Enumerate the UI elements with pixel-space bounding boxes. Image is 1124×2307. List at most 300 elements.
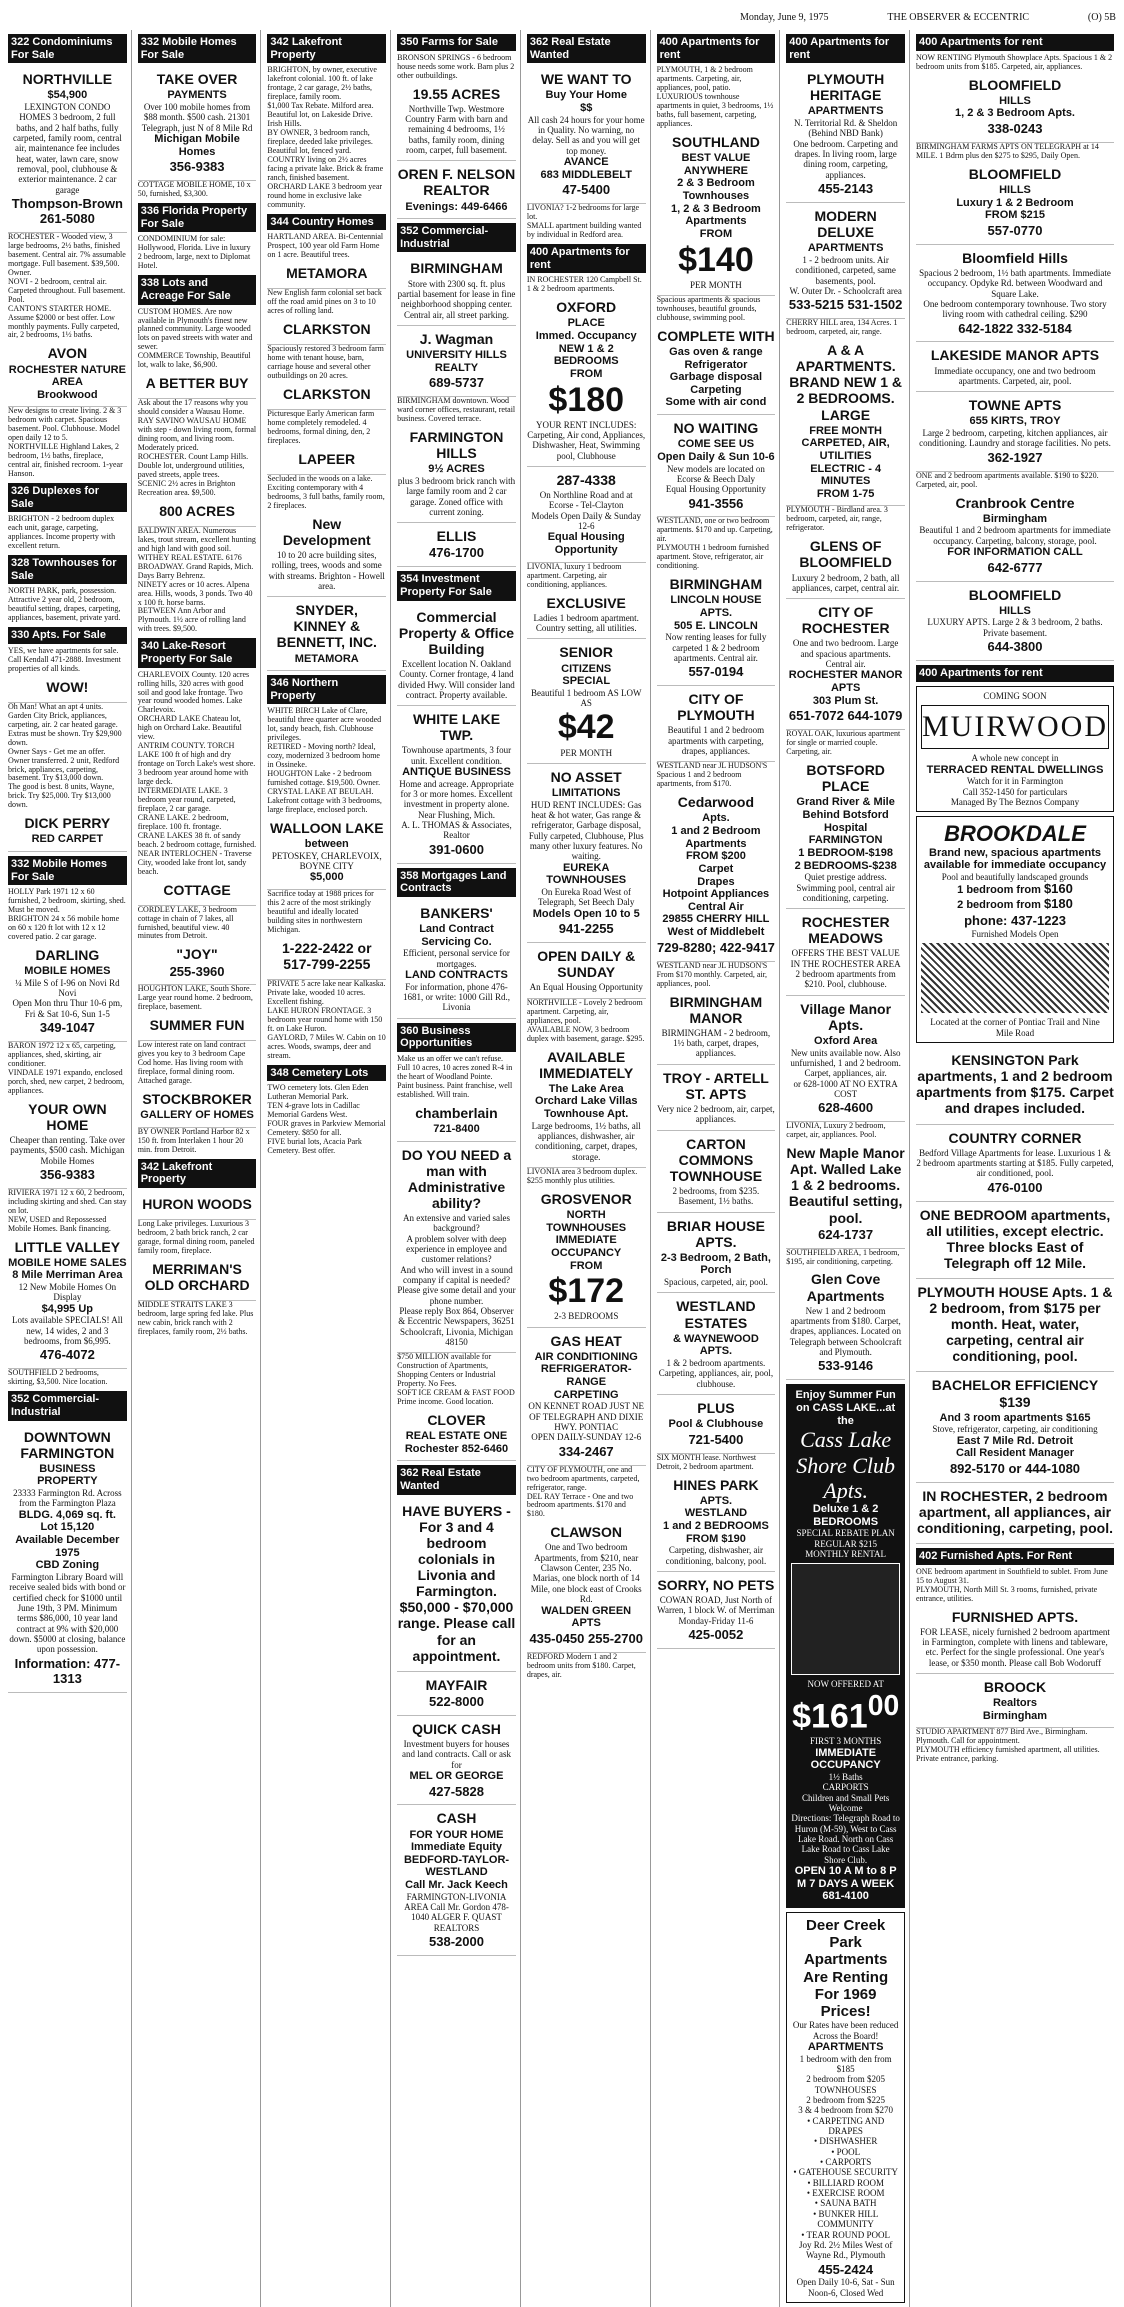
- ad-phone: 349-1047: [39, 1020, 95, 1036]
- ad-phone: 476-0100: [987, 1179, 1043, 1195]
- display-ad: [916, 582, 1114, 661]
- ad-line: LAND CONTRACTS: [405, 969, 508, 982]
- display-ad: [916, 392, 1114, 471]
- display-ad: [8, 66, 127, 233]
- ad-detail: Northville Twp. Westmore Country Farm with barn and remaining 4 bedrooms, 1½ baths, family room, dining room, carpet, full basement.: [405, 103, 508, 155]
- ad-line: ROCHESTER MANOR APTS: [788, 669, 903, 695]
- deer-rate: 1 bedroom with den from $185: [799, 2053, 892, 2075]
- ad-line: 12 New Mobile Homes On Display: [18, 1282, 117, 1303]
- ad-line: 655 KIRTS, TROY: [969, 415, 1061, 428]
- ad-line: Hotpoint Appliances: [662, 888, 770, 901]
- display-ad: [916, 1125, 1114, 1202]
- classified-listing: COMMERCE Township, Beautiful lot, walk to lake, $6,900.: [137, 351, 251, 370]
- ad-line: Michigan Mobile Homes: [154, 133, 240, 158]
- classified-listing: BY OWNER, 3 bedroom ranch, fireplace, deeded lake privileges. Beautiful lot, fenced yard.: [267, 127, 373, 155]
- cass-area-map: [791, 1563, 900, 1675]
- cass-children: Children and Small Pets Welcome: [802, 1792, 890, 1813]
- ad-line: SOUTHLAND: [671, 133, 760, 150]
- ad-line: BLDG. 4,069 sq. ft.: [18, 1508, 116, 1521]
- section-heading: 400 Apartments for rent: [657, 34, 776, 63]
- ad-line: PLACE: [567, 317, 605, 330]
- classified-listing: CRANE LAKES 38 ft. of sandy beach. 2 bedroom cottage, furnished.: [137, 830, 257, 849]
- ad-line: Carpeting: [690, 383, 742, 396]
- ad-line: BEDFORD-TAYLOR-WESTLAND: [403, 1853, 510, 1879]
- ad-line: 1 - 2 bedroom units. Air conditioned, carpeted, same basements, pool.: [795, 254, 896, 286]
- ad-line: West of Middlebelt: [667, 926, 765, 939]
- classified-listing: LIVONIA area 3 bedroom duplex. $255 monthly plus utilities.: [526, 1167, 638, 1185]
- ad-line: WALLOON LAKE: [270, 819, 384, 836]
- ad-line: N. Territorial Rd. & Sheldon (Behind NBD Bank): [794, 118, 898, 139]
- deer-amenity: • GATEHOUSE SECURITY: [793, 2167, 898, 2178]
- deer-amenity: • BUNKER HILL COMMUNITY: [813, 2208, 879, 2230]
- ad-line: OREN F. NELSON REALTOR: [397, 166, 516, 199]
- classified-listing: TEN 4-grave lots in Cadillac Memorial Gardens West.: [267, 1101, 360, 1119]
- deer-amenity: • EXERCISE ROOM: [806, 2188, 885, 2199]
- ad-line: BLOOMFIELD: [968, 76, 1062, 93]
- muirwood-watch: Watch for it in Farmington: [966, 776, 1064, 787]
- classified-listing: PLYMOUTH, 1 & 2 bedroom apartments. Carpeting, air, appliances, pool, patio.: [656, 65, 753, 93]
- ad-line: WESTLAND ESTATES: [676, 1298, 756, 1331]
- display-ad: [397, 326, 516, 397]
- ad-line: REFRIGERATOR-RANGE: [540, 1363, 632, 1389]
- ad-line: And who will invest in a sound company if capital is needed?: [400, 1264, 513, 1285]
- section-heading: 344 Country Homes: [267, 214, 386, 231]
- ad-line: BIRMINGHAM: [410, 260, 503, 277]
- classified-listing: BARON 1972 12 x 65, carpeting, appliances, shed, skirting, air conditioner.: [8, 1041, 116, 1068]
- ad-line: Call Resident Manager: [956, 1447, 1074, 1460]
- ad-line: Equal Housing Opportunity: [547, 531, 625, 557]
- muirwood-subtitle: TERRACED RENTAL DWELLINGS: [926, 763, 1104, 776]
- classified-listing: ORCHARD LAKE Chateau lot, high on Orchard Lake. Beautiful view.: [137, 714, 242, 742]
- ad-line: COME SEE US: [677, 438, 755, 451]
- ad-detail: Spacious, carpeted, air, pool.: [663, 1277, 768, 1288]
- ad-line: NO WAITING: [673, 420, 759, 437]
- ad-line: LUXURY APTS. Large 2 & 3 bedroom, 2 baths. Private basement.: [927, 617, 1103, 638]
- ad-line: $4,995 Up: [41, 1302, 94, 1315]
- ad-line: Refrigerator: [684, 358, 748, 371]
- classified-listing: CRANE LAKE. 2 bedroom, fireplace. 100 ft. frontage.: [137, 812, 229, 831]
- deer-amenity: • CARPETING AND DRAPES: [807, 2115, 885, 2137]
- cass-price-cents: 00: [867, 1689, 900, 1722]
- classified-listing: WHITE BIRCH Lake of Clare, beautiful three quarter acre wooded lot, sandy beach, fish. Clubhouse privileges.: [267, 706, 382, 743]
- section-heading: 342 Lakefront Property: [267, 34, 386, 63]
- ad-line: TAKE OVER: [156, 71, 238, 88]
- ad-detail: Quiet prestige address. Swimming pool, central air conditioning, carpeting.: [796, 872, 895, 903]
- brookdale-pool: Pool and beautifully landscaped grounds: [941, 871, 1089, 882]
- ad-phone: 651-7072 644-1079: [788, 708, 903, 724]
- classified-listing: PLYMOUTH - Birdland area. 3 bedroom, carpeted, air, range, refrigerator.: [786, 505, 888, 533]
- ad-line: NORTH: [566, 1209, 606, 1222]
- ad-line: An extensive and varied sales background?: [403, 1212, 510, 1234]
- ad-detail: PER MONTH: [560, 747, 613, 758]
- display-ad: [138, 1012, 257, 1041]
- classified-listing: FOUR graves in Parkview Memorial Cemetery. $850 for all.: [267, 1118, 386, 1137]
- display-ad: [8, 1234, 127, 1370]
- ad-line: 1, 2 & 3 Bedroom Apts.: [954, 107, 1075, 120]
- ad-line: Now renting leases for fully carpeted 1 & 2 bedroom apartments. Central air.: [665, 632, 767, 663]
- ad-line: WOW!: [46, 678, 89, 695]
- display-ad: [657, 789, 776, 961]
- ad-line: 287-4338: [556, 472, 616, 489]
- ad-line: New Development: [282, 515, 371, 548]
- classified-listing: CRYSTAL LAKE AT BEULAH. Lakefront cottage with 3 bedrooms, large fireplace, enclosed porch.: [267, 787, 382, 814]
- ad-line: FROM: [570, 1259, 603, 1272]
- ad-line: HURON WOODS: [142, 1196, 252, 1213]
- cass-first-months: FIRST 3 MONTHS: [809, 1736, 882, 1747]
- classified-listing: WESTLAND, one or two bedroom apartments. $170 and up. Carpeting, air.: [656, 516, 773, 544]
- section-heading: 358 Mortgages Land Contracts: [397, 868, 516, 897]
- ad-line: 683 MIDDLEBELT: [540, 168, 632, 181]
- ad-line: On Northline Road and at Ecorse - Tel-Clayton: [539, 490, 633, 511]
- classified-listing: REDFORD Modern 1 and 2 bedroom units from $180. Carpet, drapes, air.: [526, 1651, 636, 1679]
- ad-line: AVANCE: [563, 156, 609, 169]
- ad-line: APARTMENTS: [807, 105, 884, 118]
- ad-line: Drapes: [697, 875, 735, 888]
- cass-regular: REGULAR $215 MONTHLY RENTAL: [805, 1538, 887, 1560]
- classified-listing: SOFT ICE CREAM & FAST FOOD Prime income. Good location.: [397, 1388, 515, 1407]
- display-ad: [786, 203, 905, 319]
- ad-line: Evenings: 449-6466: [405, 200, 508, 213]
- ad-line: One bedroom. Carpeting and drapes. In living room, large dining room, carpeting, appliances.: [793, 138, 898, 180]
- ad-line: METAMORA: [294, 652, 359, 665]
- ad-price: $42: [557, 708, 615, 747]
- ad-line: TOWNHOUSES: [546, 1221, 627, 1234]
- display-ad: [916, 1372, 1114, 1482]
- ad-line: TOWNHOUSES: [546, 874, 627, 887]
- display-ad: [916, 245, 1114, 343]
- ad-line: NO ASSET: [550, 768, 622, 785]
- ad-line: Central Air: [688, 900, 744, 913]
- ad-price: $180: [548, 380, 625, 419]
- classified-listing: SCENIC 2½ acres in Brighton Recreation area. $9,500.: [137, 478, 236, 497]
- classified-listing: BY OWNER Portland Harbor 82 x 150 ft. from Interlaken 1 hour 20 min. from Detroit.: [137, 1126, 250, 1154]
- ad-line: & WAYNEWOOD APTS.: [673, 1332, 759, 1358]
- ad-line: Beautiful 1 and 2 bedroom apartments for immediate occupancy. Carpeting, balcony, storage, pool.: [919, 525, 1111, 546]
- ad-line: STOCKBROKER: [142, 1091, 252, 1108]
- section-heading: 400 Apartments for rent: [527, 244, 646, 273]
- ad-detail: OPEN DAILY-SUNDAY 12-6: [531, 1432, 642, 1443]
- classified-listing: RIVIERA 1971 12 x 60, 2 bedroom, including skirting and shed. Can stay on lot.: [8, 1187, 127, 1215]
- ad-detail: or 628-1000 AT NO EXTRA COST: [793, 1078, 898, 1099]
- ad-detail: PER MONTH: [690, 279, 742, 290]
- column-6: [655, 30, 781, 2307]
- classified-listing: Ask about the 17 reasons why you should consider a Wausau Home. RAY SAVINO WAUSAU HOME with step - down living room, formal dining room, and living room. Moderately priced.: [137, 398, 257, 453]
- column-3: [265, 30, 391, 2307]
- classified-listing: LIVONIA, Luxury 2 bedroom, carpet, air, appliances. Pool.: [786, 1121, 886, 1140]
- classified-listing: BIRMINGHAM downtown. Wood ward corner offices, restaurant, retail business. Covered terrace.: [397, 396, 516, 424]
- display-ad: [916, 1604, 1114, 1674]
- ad-line: FOR INFORMATION CALL: [947, 545, 1083, 558]
- classified-listing: ANTRIM COUNTY. TORCH LAKE 100 ft of high and dry frontage on Torch Lake's west shore. 3 bedroom year around home with large deck.: [137, 741, 256, 787]
- ad-line: HUD RENT INCLUDES: Gas heat & hot water, Gas range & refrigerator, Garbage disposal, Fully carpeted, Clubhouse, Plus many other luxury features. No waiting.: [528, 799, 644, 862]
- ad-line: Home and acreage. Appropriate for 3 or more homes. Excellent investment in property alone. Near Flushing, Mich.: [399, 778, 514, 820]
- section-heading: 322 Condominiums For Sale: [8, 34, 127, 63]
- ad-phone: 533-5215 531-1502: [788, 297, 903, 313]
- ad-line: Lot 15,120: [40, 1521, 95, 1534]
- ad-detail: Monday-Friday 11-6: [678, 1615, 754, 1626]
- classified-listing: CHARLEVOIX County. 120 acres rolling hills, 320 acres with good soil and good lake frontage. Two year round wooded homes. Lake Charlevoix.: [137, 669, 250, 715]
- ad-line: Village Manor Apts.: [800, 1000, 892, 1033]
- ad-line: FOR YOUR HOME: [409, 1828, 504, 1841]
- ad-line: FROM: [699, 227, 733, 240]
- ad-line: Over 100 mobile homes from $88 month. $500 cash. 21301 Telegraph, just N of 8 Mile Rd: [141, 102, 253, 133]
- ad-detail: 2-3 BEDROOMS: [554, 1311, 619, 1322]
- ad-line: Immed. Occupancy: [535, 329, 637, 342]
- section-heading: 342 Lakefront Property: [138, 1159, 257, 1188]
- ad-phone: 435-0450 255-2700: [529, 1630, 643, 1646]
- page-number: (O) 5B: [1087, 11, 1116, 23]
- ad-line: CLARKSTON: [282, 385, 371, 402]
- ad-line: PAYMENTS: [167, 89, 227, 102]
- section-heading: 346 Northern Property: [267, 675, 386, 704]
- classified-listing: STUDIO APARTMENT 877 Bird Ave., Birmingham. Plymouth. Call for appointment.: [916, 1727, 1088, 1746]
- display-ad: [786, 1140, 905, 1248]
- ad-detail: Equal Housing Opportunity: [665, 484, 766, 495]
- ad-line: Buy Your Home: [545, 89, 627, 102]
- section-heading: 326 Duplexes for Sale: [8, 483, 127, 512]
- muirwood-ad: [916, 686, 1114, 813]
- deer-apartments-label: APARTMENTS: [807, 2041, 884, 2054]
- classified-listing: Secluded in the woods on a lake. Exciting contemporary with 4 bedrooms, 3 full baths, family room, 2 fireplaces.: [267, 473, 385, 510]
- ad-line: Grand River & Mile: [796, 796, 895, 809]
- display-ad: [8, 942, 127, 1042]
- ad-line: CLOVER: [427, 1412, 486, 1429]
- section-heading: 332 Mobile Homes For Sale: [138, 34, 257, 63]
- ad-line: Excellent location N. Oakland County. Corner frontage, 4 land divided Hwy. Will consider land contract. Property available.: [398, 658, 515, 700]
- ad-line: 800 ACRES: [159, 502, 235, 519]
- classified-listing: ONE and 2 bedroom apartments available. $190 to $220. Carpeted, air, pool.: [916, 470, 1099, 489]
- ad-line: "JOY": [176, 946, 218, 963]
- display-ad: [397, 1672, 516, 1716]
- classified-listing: FIVE burial lots, Acacia Park Cemetery. Best offer.: [267, 1136, 362, 1155]
- ad-line: New models are located on Ecorse & Beech Daly: [666, 463, 765, 484]
- ad-line: DARLING: [35, 947, 100, 964]
- ad-line: BUSINESS PROPERTY: [37, 1462, 98, 1488]
- ad-line: GLENS OF BLOOMFIELD: [799, 538, 892, 571]
- ad-line: BLOOMFIELD: [968, 165, 1062, 182]
- ad-line: EXCLUSIVE: [546, 594, 626, 611]
- ad-line: SUMMER FUN: [149, 1017, 245, 1034]
- ad-phone: 47-5400: [562, 182, 611, 198]
- ad-phone: 689-5737: [429, 375, 484, 391]
- ad-phone: 941-2255: [558, 921, 614, 937]
- classified-listing: BRONSON SPRINGS - 6 bedroom house needs some work. Barn plus 2 other outbuildings.: [397, 52, 515, 80]
- classified-listing: CONDOMINIUM for sale: Hollywood, Florida. Live in luxury 2 bedroom, large, next to Diplomat Hotel.: [137, 234, 251, 271]
- ad-line: 23333 Farmington Rd. Across from the Farmington Plaza: [13, 1488, 122, 1509]
- classified-listing: LIVONIA, luxury 1 bedroom apartment. Carpeting, air conditioning, appliances.: [526, 561, 622, 589]
- ad-line: 303 Plum St.: [812, 694, 879, 707]
- brookdale-one-bedroom: [921, 882, 1109, 897]
- display-ad: [397, 161, 516, 219]
- classified-listing: $750 MILLION available for Construction of Apartments, Shopping Centers or Industrial Property. No Fees.: [397, 1352, 496, 1389]
- ad-line: Carpet: [698, 862, 734, 875]
- ad-line: PLUS: [697, 1399, 735, 1416]
- display-ad: [397, 604, 516, 707]
- section-heading: 350 Farms for Sale: [397, 34, 516, 51]
- ad-line: Please reply Box 864, Observer & Eccentric Newspapers, 36251 Schoolcraft, Livonia, Michigan 48150: [398, 1306, 515, 1348]
- two-bedroom-label: 2 bedroom from: [957, 899, 1044, 912]
- ad-line: Open Daily & Sun 10-6: [657, 450, 775, 463]
- ad-line: TOWNE APTS: [968, 397, 1062, 414]
- cass-carports: CARPORTS: [822, 1782, 869, 1793]
- classified-listing: $1,000 Tax Rebate. Milford area. Beautiful lot, on Lakeside Drive. Irish Hills.: [267, 101, 374, 128]
- classified-page: [6, 30, 1118, 2298]
- ad-line: $5,000: [309, 871, 344, 884]
- ad-line: BLOOMFIELD: [968, 586, 1062, 603]
- classified-listing: COUNTRY living on 2½ acres facing a private lake. Brick & frame ranch, finished basement.: [267, 154, 384, 182]
- column-5: [525, 30, 651, 2307]
- ad-detail: Very nice 2 bedroom, air, carpet, appliances.: [657, 1103, 775, 1125]
- deer-rate: 2 bedroom from $205: [806, 2074, 886, 2085]
- ad-line: Available December 1975: [15, 1534, 120, 1559]
- ad-line: GAS HEAT: [550, 1332, 622, 1349]
- ad-phone: 644-3800: [987, 638, 1043, 654]
- classified-listing: INTERMEDIATE LAKE. 3 bedroom year round, carpeted, fireplace, 2 car garage.: [137, 786, 236, 813]
- classified-listing: CANTON'S STARTER HOME. Assume $2000 or best offer. Low monthly payments. Fully carpeted, air, 2 bedrooms, 1½ baths.: [8, 303, 120, 340]
- ad-phone: 255-3960: [169, 963, 225, 979]
- ad-line: BACHELOR EFFICIENCY $139: [931, 1377, 1099, 1410]
- cass-baths: 1½ Baths: [828, 1771, 863, 1782]
- ad-line: 2-3 Bedroom, 2 Bath, Porch: [660, 1251, 771, 1277]
- classified-listing: NORTHVILLE Highland Lakes, 2 bedroom, 1½ baths, fireplace, central air, finished recroom. 1-year Hanson.: [8, 442, 123, 479]
- display-ad: [916, 1483, 1114, 1544]
- deer-hours: Open Daily 10-6, Sat - Sun Noon-6, Closed Wed: [796, 2277, 895, 2298]
- section-heading: 362 Real Estate Wanted: [527, 34, 646, 63]
- ad-line: 1, 2 & 3 Bedroom Apartments: [670, 202, 761, 228]
- ad-line: SPECIAL: [562, 675, 611, 688]
- display-ad: [267, 815, 386, 890]
- ad-phone: 522-8000: [429, 1693, 484, 1709]
- cass-lake-ad: [786, 1384, 905, 1908]
- ad-line: LEXINGTON CONDO HOMES 3 bedroom, 2 full baths, and 2 half baths, fully carpeted, family room, central air, maintenance fee includes heat, water, lawn care, snow removal, pool, clubhouse & exterior maintenance. 2 car garage: [13, 102, 122, 195]
- cass-deluxe: Deluxe 1 & 2 BEDROOMS: [812, 1503, 879, 1528]
- muirwood-tagline: A whole new concept in: [971, 753, 1059, 764]
- ad-line: Pool & Clubhouse: [668, 1418, 764, 1431]
- section-heading: 340 Lake-Resort Property For Sale: [138, 638, 257, 667]
- ad-line: YOUR OWN HOME: [28, 1100, 107, 1133]
- section-heading: 354 Investment Property For Sale: [397, 571, 516, 600]
- ad-line: Luxury 1 & 2 Bedroom: [956, 196, 1074, 209]
- ad-line: LAPEER: [298, 450, 356, 467]
- ad-line: Bedford Village Apartments for lease. Luxurious 1 & 2 bedroom apartments starting at $185. Fully carpeted, air conditioned, pool.: [916, 1147, 1114, 1179]
- ad-line: Efficient, personal service for mortgages.: [403, 948, 510, 969]
- display-ad: [8, 810, 127, 852]
- classified-listing: Paint business. Paint franchise, well established. Will train.: [397, 1080, 513, 1099]
- muirwood-logo: MUIRWOOD: [921, 705, 1109, 750]
- deer-creek-ad: [786, 1912, 905, 2303]
- display-ad: [657, 1213, 776, 1294]
- ad-line: LITTLE VALLEY: [14, 1238, 121, 1255]
- ad-line: DOWNTOWN FARMINGTON: [20, 1428, 115, 1461]
- ad-line: Realtors: [992, 1697, 1038, 1710]
- ad-phone: 557-0194: [688, 664, 744, 680]
- ad-line: East 7 Mile Rd. Detroit: [956, 1434, 1074, 1447]
- classified-listing: YES, we have apartments for sale. Call Kendall 471-2888. Investment properties of all kinds.: [8, 645, 121, 673]
- brookdale-logo: BROOKDALE: [944, 821, 1086, 847]
- ad-line: WHITE LAKE TWP.: [412, 711, 501, 744]
- ad-detail: plus 3 bedroom brick ranch with large family room and 2 car garage. Zoned office with current zoning.: [397, 475, 516, 517]
- ad-line: FROM $200: [685, 850, 746, 863]
- ad-line: FROM $215: [985, 209, 1045, 222]
- ad-phone: 427-5828: [429, 1783, 484, 1799]
- display-ad: [397, 1498, 516, 1672]
- classified-listing: Spacious apartments & spacious townhouses, beautiful grounds, clubhouse, swimming pool.: [656, 294, 761, 322]
- display-ad: [786, 599, 905, 730]
- ad-line: AVAILABLE IMMEDIATELY: [539, 1048, 634, 1081]
- ad-line: ON KENNET ROAD JUST NE OF TELEGRAPH AND DIXIE HWY. PONTIAC: [528, 1401, 645, 1433]
- ad-line: HAVE BUYERS - For 3 and 4 bedroom colonials in Livonia and Farmington. $50,000 - $70,000 range. Please call for an appointment.: [397, 1502, 516, 1664]
- classified-listing: Picturesque Early American farm home completely remodeled. 4 bedrooms, formal dining, den, 2 fireplaces.: [267, 408, 375, 445]
- ad-line: CARTON COMMONS TOWNHOUSE: [669, 1135, 763, 1184]
- ad-line: Apts.: [702, 812, 730, 825]
- classified-listing: BIRMINGHAM FARMS APTS ON TELEGRAPH at 14 MILE. 1 Bdrm plus den $275 to $295, Daily Open.: [916, 141, 1099, 160]
- classified-listing: CITY OF PLYMOUTH, one and two bedroom apartments, carpeted, refrigerator, range.: [526, 1464, 640, 1492]
- classified-listing: The good is best. 8 units, Wayne, brick. Try $25,000. Try $13,000 down.: [8, 782, 115, 810]
- section-heading: 400 Apartments for rent: [916, 665, 1114, 682]
- ad-line: COMPLETE WITH: [657, 327, 775, 344]
- ad-line: BIRMINGHAM - 2 bedroom, 1½ bath, carpet, drapes, appliances.: [661, 1027, 771, 1059]
- display-ad: [916, 490, 1114, 582]
- deer-phone: 455-2424: [818, 2261, 874, 2277]
- ad-line: ¼ Mile S of I-96 on Novi Rd Novi: [15, 977, 120, 999]
- deer-subtitle: Are Renting For 1969 Prices!: [803, 1968, 889, 2021]
- ad-line: 10 to 20 acre building sites, rolling, trees, woods and some with streams. Brighton - Howell area.: [268, 549, 385, 591]
- section-heading: 348 Cemetery Lots: [267, 1065, 386, 1082]
- classified-listing: IN ROCHESTER 120 Campbell St. 1 & 2 bedroom apartments.: [526, 275, 642, 294]
- ad-phone: 892-5170 or 444-1080: [949, 1460, 1081, 1476]
- classified-listing: BETWEEN Ann Arbor and Plymouth. 1½ acre of rolling land with trees. $9,500.: [137, 606, 246, 634]
- display-ad: [916, 1279, 1114, 1372]
- display-ad: [916, 1674, 1114, 1728]
- ad-line: LAKESIDE MANOR APTS: [930, 347, 1100, 364]
- section-heading: 362 Real Estate Wanted: [397, 1465, 516, 1494]
- ad-detail: Large bedrooms, 1½ baths, all appliances, dishwasher, air conditioning, carpet, drapes, storage.: [531, 1120, 641, 1162]
- ad-line: QUICK CASH: [412, 1720, 501, 1737]
- display-ad: [397, 424, 516, 523]
- ad-line: New Maple Manor Apt. Walled Lake 1 & 2 bedrooms. Beautiful setting, pool.: [786, 1145, 905, 1226]
- ad-line: Beautiful 1 bedroom AS LOW AS: [530, 687, 642, 709]
- ad-line: Commercial Property & Office Building: [398, 608, 515, 657]
- section-heading: 328 Townhouses for Sale: [8, 555, 127, 584]
- issue-date: Monday, June 9, 1975: [740, 11, 829, 23]
- classified-listing: PLYMOUTH efficiency furnished apartment, all utilities. Private entrance, parking.: [916, 1745, 1100, 1764]
- deer-title: Deer Creek Park Apartments: [803, 1916, 888, 1969]
- one-bedroom-label: 1 bedroom from: [957, 884, 1044, 897]
- ad-line: DO YOU NEED a man with Administrative ability?: [401, 1146, 512, 1211]
- ad-detail: Store with 2300 sq. ft. plus partial basement for lease in fine neighborhood shopping center. Central air, all street parking.: [397, 278, 516, 320]
- classified-listing: CORDLEY LAKE, 3 bedroom cottage in chain of 7 lakes, all furnished, beautiful view. 40 minutes from Detroit.: [137, 904, 237, 941]
- ad-line: Behind Botsford Hospital: [802, 808, 889, 834]
- ad-line: 1 and 2 Bedroom Apartments: [671, 824, 761, 850]
- column-8: [914, 30, 1118, 2307]
- classified-listing: Sacrifice today at 1988 prices for this 2 acre of the most strikingly beautiful and ideally located building sites in northwestern Michigan.: [267, 888, 374, 934]
- ad-line: between: [304, 838, 349, 850]
- display-ad: [527, 1519, 646, 1652]
- ad-line: COWAN ROAD, Just North of Warren, 1 block W. of Merriman: [657, 1594, 775, 1616]
- ad-detail: Luxury 2 bedroom, 2 bath, all appliances, carpet, central air.: [791, 572, 900, 593]
- classified-listing: ONE bedroom apartment in Southfield to sublet. From June 15 to August 31.: [916, 1566, 1108, 1585]
- deer-rate: TOWNHOUSES: [814, 2084, 877, 2095]
- ad-line: 29855 CHERRY HILL: [662, 913, 770, 926]
- classified-listing: NEAR INTERLOCHEN - Traverse City, wooded lake front lot, sandy beach.: [137, 848, 252, 876]
- newspaper-name: THE OBSERVER & ECCENTRIC: [887, 11, 1030, 23]
- ad-line: KENSINGTON Park apartments, 1 and 2 bedroom apartments from $175. Carpet and drapes included.: [916, 1052, 1114, 1117]
- display-ad: [786, 909, 905, 996]
- classified-listing: HOUGHTON LAKE, South Shore. Large year round home. 2 bedroom, fireplace, basement.: [137, 984, 253, 1012]
- classified-listing: LIVONIA? 1-2 bedrooms for large lot.: [526, 203, 640, 222]
- deer-amenity: • BILLIARD ROOM: [807, 2177, 884, 2188]
- ad-line: EUREKA: [562, 861, 610, 874]
